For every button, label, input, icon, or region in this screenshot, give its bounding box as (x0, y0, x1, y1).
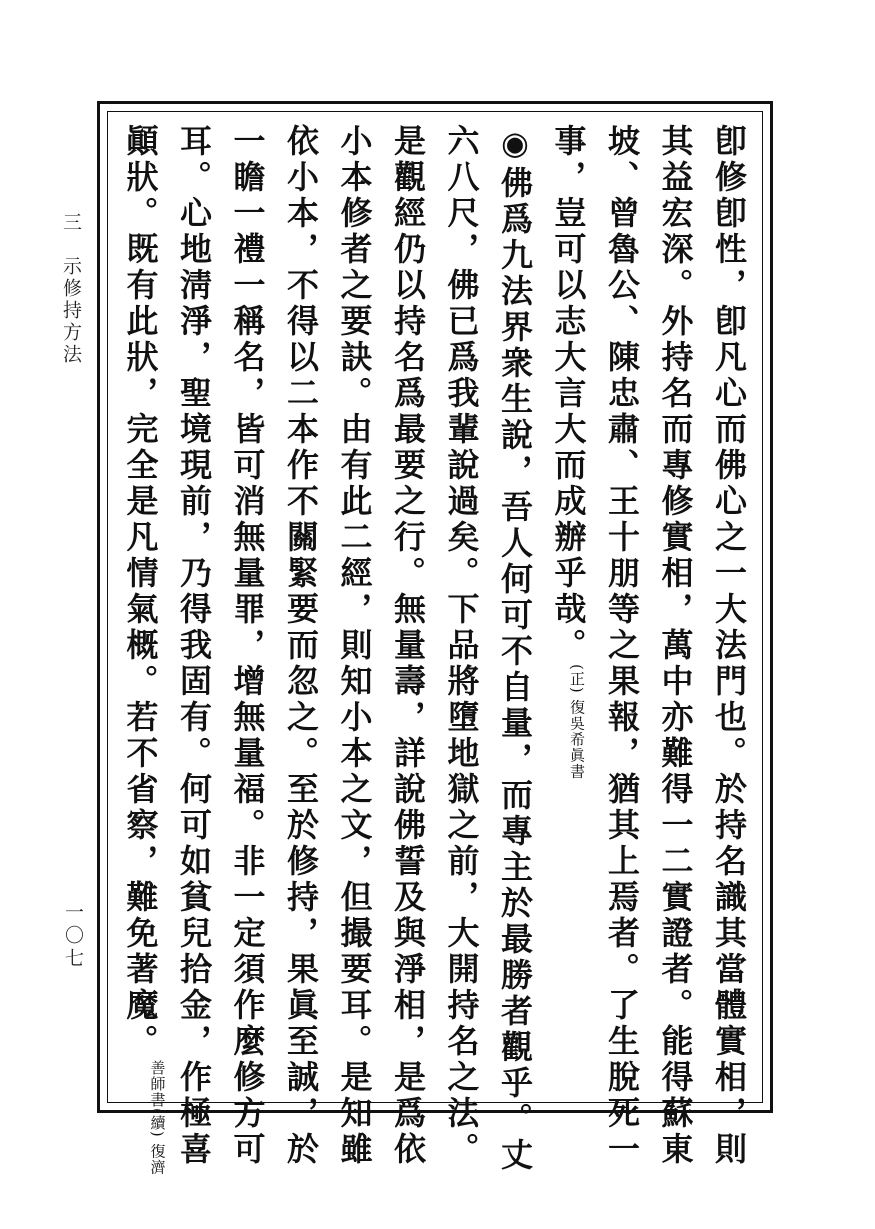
column-text: 坡、曾魯公、陳忠肅、王十朋等之果報，猶其上焉者。了生脫死一 (603, 124, 641, 1168)
column-text: 是觀經仍以持名爲最要之行。無量壽，詳說佛誓及與淨相，是爲依 (389, 124, 427, 1168)
source-note-line: 善師書 (148, 1060, 167, 1108)
text-column (220, 124, 274, 1168)
text-column (327, 124, 381, 1168)
text-column (648, 124, 702, 1168)
column-text: 事，豈可以志大言大而成辦乎哉。 (549, 124, 588, 664)
column-text: 卽修卽性，卽凡心而佛心之一大法門也。於持名識其當體實相，則 (710, 124, 748, 1168)
column-text: 其益宏深。外持名而專修實相，萬中亦難得一二實證者。能得蘇東 (656, 124, 695, 1168)
column-text: 一瞻一禮一稱名，皆可消無量罪，增無量福。非一定須作麼修方可 (228, 124, 267, 1168)
text-column (381, 124, 435, 1168)
column-text: ◉佛爲九法界衆生說，吾人何可不自量，而專主於最勝者觀乎。丈 (496, 124, 534, 1174)
text-column (113, 124, 167, 1175)
text-column (167, 124, 221, 1168)
text-column (541, 124, 595, 779)
text-column (488, 124, 542, 1174)
column-text: 六八尺，佛已爲我輩說過矣。下品將墮地獄之前，大開持名之法。 (442, 124, 481, 1168)
page-number: 一〇七 (62, 902, 84, 971)
source-note-line: (續) 復濟 (148, 1108, 167, 1176)
text-column (274, 124, 328, 1168)
text-body (113, 124, 759, 1176)
running-title: 三 示修持方法 (60, 212, 82, 366)
text-column (702, 124, 756, 1168)
column-text: 耳。心地淸淨，聖境現前，乃得我固有。何可如貧兒拾金，作極喜 (175, 124, 213, 1168)
source-note: (正) 復吳希眞書 (568, 664, 586, 780)
column-text: 小本修者之要訣。由有此二經，則知小本之文，但撮要耳。是知雖 (335, 124, 374, 1168)
text-column (595, 124, 649, 1168)
text-column (434, 124, 488, 1168)
text-columns (113, 124, 755, 1176)
column-text: 顚狀。既有此狀，完全是凡情氣概。若不省察，難免著魔。 (121, 124, 160, 1060)
column-text: 依小本，不得以二本作不關緊要而忽之。至於修持，果眞至誠，於 (282, 124, 320, 1168)
source-note (149, 1060, 167, 1175)
